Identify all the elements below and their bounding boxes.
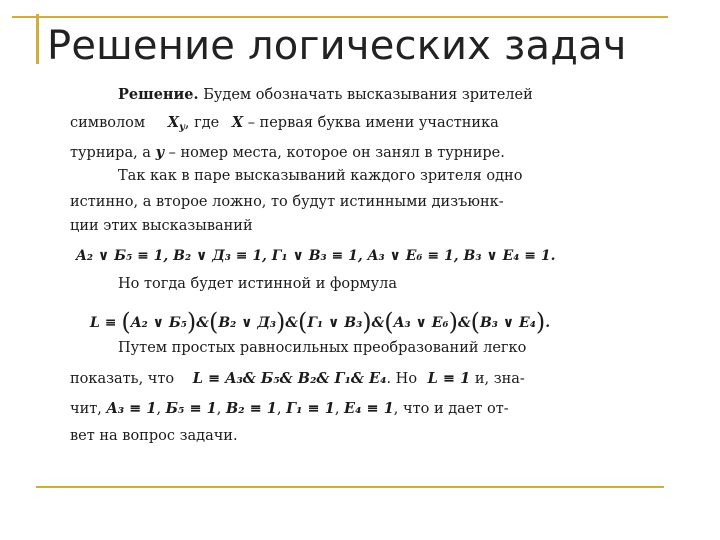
formula-amp: & xyxy=(371,315,385,331)
formula-term: B₃ ∨ E₄ xyxy=(479,315,536,331)
top-rule xyxy=(12,16,668,18)
para1-text: – номер места, которое он занял в турнире. xyxy=(168,145,505,161)
formula-simplified: L ≡ A₃& Б₅& B₂& Г₁& E₄ xyxy=(192,370,387,387)
symbol-x: X xyxy=(167,114,180,131)
para4-text: , что и дает от- xyxy=(393,401,509,417)
para3-line: Но тогда будет истинной и формула xyxy=(118,276,398,292)
para2-line2: истинно, а второе ложно, то будут истинными дизъюнк- xyxy=(70,194,504,210)
para4-line3: чит, A₃ ≡ 1, Б₅ ≡ 1, B₂ ≡ 1, Г₁ ≡ 1, E₄ ≡ 1, что и дает от- xyxy=(70,400,509,417)
formula-term: B₂ ∨ Д₃ xyxy=(218,315,276,331)
para4-text: показать, что xyxy=(70,371,175,387)
para1-text: символом xyxy=(70,115,146,131)
para1-text: , где xyxy=(184,115,220,131)
title-accent-bar xyxy=(36,14,39,64)
formula-lhs: L ≡ xyxy=(90,315,117,331)
solution-label: Решение. xyxy=(118,86,199,103)
symbol-x2: X xyxy=(231,114,244,131)
para4-text: . Но xyxy=(386,371,418,387)
para4-line1: Путем простых равносильных преобразований легко xyxy=(118,340,527,356)
formula-L: L ≡ (A₂ ∨ Б₅)&(B₂ ∨ Д₃)&(Г₁ ∨ B₃)&(A₃ ∨ E₆)&(B₃ ∨ E₄). xyxy=(90,308,551,336)
para1-text: Будем обозначать высказывания зрителей xyxy=(203,87,533,103)
para1-line1 xyxy=(118,86,533,103)
para2-line1: Так как в паре высказываний каждого зрителя одно xyxy=(118,168,523,184)
formula-term: A₂ ∨ Б₅ xyxy=(130,315,187,331)
formula-term: A₃ ∨ E₆ xyxy=(393,315,449,331)
symbol-y-sub: y xyxy=(179,122,185,133)
formula-amp: & xyxy=(457,315,471,331)
result-g1: Г₁ ≡ 1 xyxy=(286,400,335,417)
formula-amp: & xyxy=(196,315,209,331)
para4-text: и, зна- xyxy=(474,371,525,387)
symbol-y: y xyxy=(155,144,165,161)
formula-term: Г₁ ∨ B₃ xyxy=(307,315,363,331)
para4-line4: вет на вопрос задачи. xyxy=(70,428,238,444)
para4-line2 xyxy=(70,370,525,387)
bottom-rule xyxy=(36,486,664,488)
para4-text: чит, xyxy=(70,401,102,417)
symbol-xy xyxy=(168,114,185,131)
slide-title: Решение логических задач xyxy=(47,23,627,69)
para1-text: турнира, а xyxy=(70,145,151,161)
para1-text: – первая буква имени участника xyxy=(247,115,499,131)
para1-line2 xyxy=(70,114,499,133)
result-b5: Б₅ ≡ 1 xyxy=(165,400,217,417)
formula-amp: & xyxy=(285,315,298,331)
result-e4: E₄ ≡ 1 xyxy=(344,400,394,417)
formula-end: . xyxy=(545,315,551,331)
para1-line3 xyxy=(70,144,505,161)
formula-L-true: L ≡ 1 xyxy=(427,370,471,387)
equation-disjunctions: A₂ ∨ Б₅ ≡ 1, B₂ ∨ Д₃ ≡ 1, Г₁ ∨ B₃ ≡ 1, A₃ ∨ E₆ ≡ 1, B₃ ∨ E₄ ≡ 1. xyxy=(76,248,556,264)
result-v2: B₂ ≡ 1 xyxy=(225,400,277,417)
para2-line3: ции этих высказываний xyxy=(70,218,253,234)
result-a3: A₃ ≡ 1 xyxy=(106,400,157,417)
